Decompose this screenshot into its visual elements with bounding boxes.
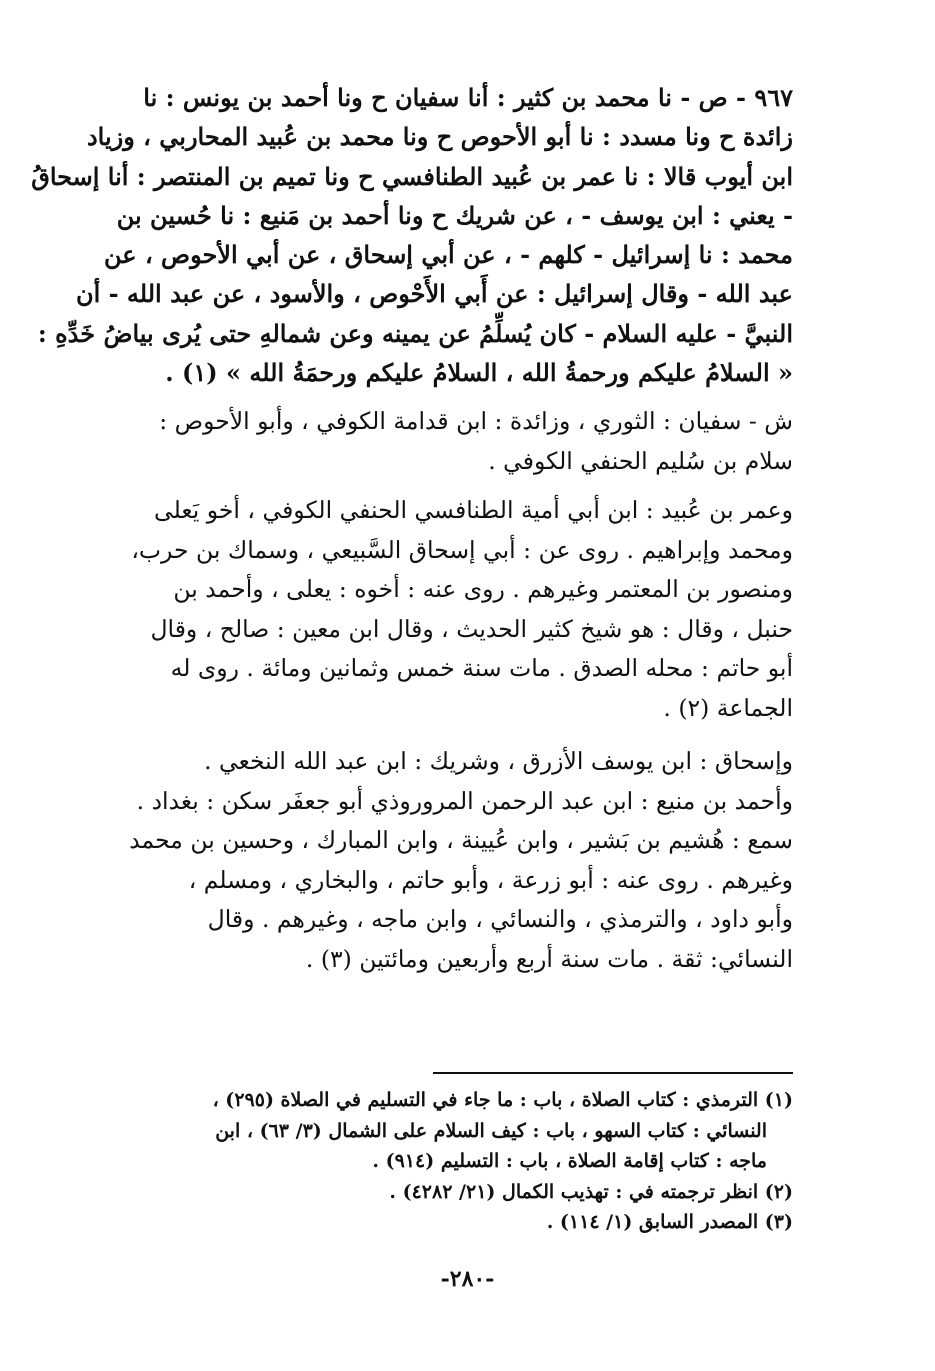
text-line: سمع : هُشيم بن بَشير ، وابن عُيينة ، وابن المبارك ، وحسين بن محمد: [129, 826, 793, 855]
hadith-text: [31, 78, 793, 392]
text-line: النبيَّ - عليه السلام - كان يُسلِّمُ عن يمينه وعن شمالهِ حتى يُرى بياضُ خَدِّهِ :: [37, 318, 793, 348]
footnote-line: ماجه : كتاب إقامة الصلاة ، باب : التسليم (٩١٤) .: [372, 1150, 767, 1172]
text-line: ٩٦٧ - ص - نا محمد بن كثير : أنا سفيان ح ونا أحمد بن يونس : نا: [143, 83, 793, 112]
text-line: وعمر بن عُبيد : ابن أبي أمية الطنافسي الحنفي الكوفي ، أخو يَعلى: [154, 496, 793, 525]
text-line: وأحمد بن منيع : ابن عبد الرحمن المروروذي أبو جعفَر سكن : بغداد .: [136, 786, 793, 815]
commentary-paragraph: [100, 742, 793, 979]
commentary-paragraph: [100, 491, 793, 728]
text-line: محمد : نا إسرائيل - كلهم - ، عن أبي إسحاق ، عن أبي الأحوص ، عن: [104, 240, 793, 270]
footnote-separator: [433, 1072, 793, 1074]
text-line: وأبو داود ، والترمذي ، والنسائي ، وابن ماجه ، وغيرهم . وقال: [207, 905, 793, 934]
text-line: وإسحاق : ابن يوسف الأزرق ، وشريك : ابن عبد الله النخعي .: [204, 747, 793, 776]
text-line: « السلامُ عليكم ورحمةُ الله ، السلامُ عليكم ورحمَةُ الله » (١) .: [165, 358, 793, 388]
text-line: ومحمد وإبراهيم . روى عن : أبي إسحاق السَّبيعي ، وسماك بن حرب،: [131, 535, 793, 564]
text-line: النسائي: ثقة . مات سنة أربع وأربعين ومائتين (٣) .: [305, 944, 793, 973]
text-line: ش - سفيان : الثوري ، وزائدة : ابن قدامة الكوفي ، وأبو الأحوص :: [159, 407, 793, 436]
footnote-line: (١) الترمذي : كتاب الصلاة ، باب : ما جاء في التسليم في الصلاة (٢٩٥) ،: [212, 1089, 793, 1111]
commentary-paragraph: [100, 402, 793, 481]
text-line: أبو حاتم : محله الصدق . مات سنة خمس وثمانين ومائة . روى له: [170, 654, 793, 683]
text-line: حنبل ، وقال : هو شيخ كثير الحديث ، وقال ابن معين : صالح ، وقال: [150, 614, 793, 643]
text-line: سلام بن سُليم الحنفي الكوفي .: [488, 446, 793, 475]
text-line: الجماعة (٢) .: [663, 693, 793, 722]
text-line: عبد الله - وقال إسرائيل : عن أَبي الأَحْوص ، والأسود ، عن عبد الله - أن: [75, 279, 793, 309]
page-body: [31, 78, 793, 979]
text-line: زائدة ح ونا مسدد : نا أبو الأحوص ح ونا محمد بن عُبيد المحاربي ، وزياد: [86, 122, 793, 152]
text-line: - يعني : ابن يوسف - ، عن شريك ح ونا أحمد بن مَنيع : نا حُسين بن: [116, 200, 793, 230]
page-number: -٢٨٠-: [440, 1266, 495, 1292]
footnote-line: (٢) انظر ترجمته في : تهذيب الكمال (٢١/ ٤٢٨٢) .: [389, 1180, 793, 1203]
footnote-line: (٣) المصدر السابق (١/ ١١٤) .: [546, 1211, 793, 1233]
text-line: ومنصور بن المعتمر وغيرهم . روى عنه : أخوه : يعلى ، وأحمد بن: [173, 575, 793, 604]
text-line: ابن أيوب قالا : نا عمر بن عُبيد الطنافسي ح ونا تميم بن المنتصر : أنا إسحاقُ: [31, 161, 793, 191]
footnote-line: النسائي : كتاب السهو ، باب : كيف السلام على الشمال (٣/ ٦٣) ، ابن: [215, 1119, 767, 1142]
text-line: وغيرهم . روى عنه : أبو زرعة ، وأبو حاتم ، والبخاري ، ومسلم ،: [188, 865, 793, 894]
footnotes: [100, 1085, 793, 1238]
